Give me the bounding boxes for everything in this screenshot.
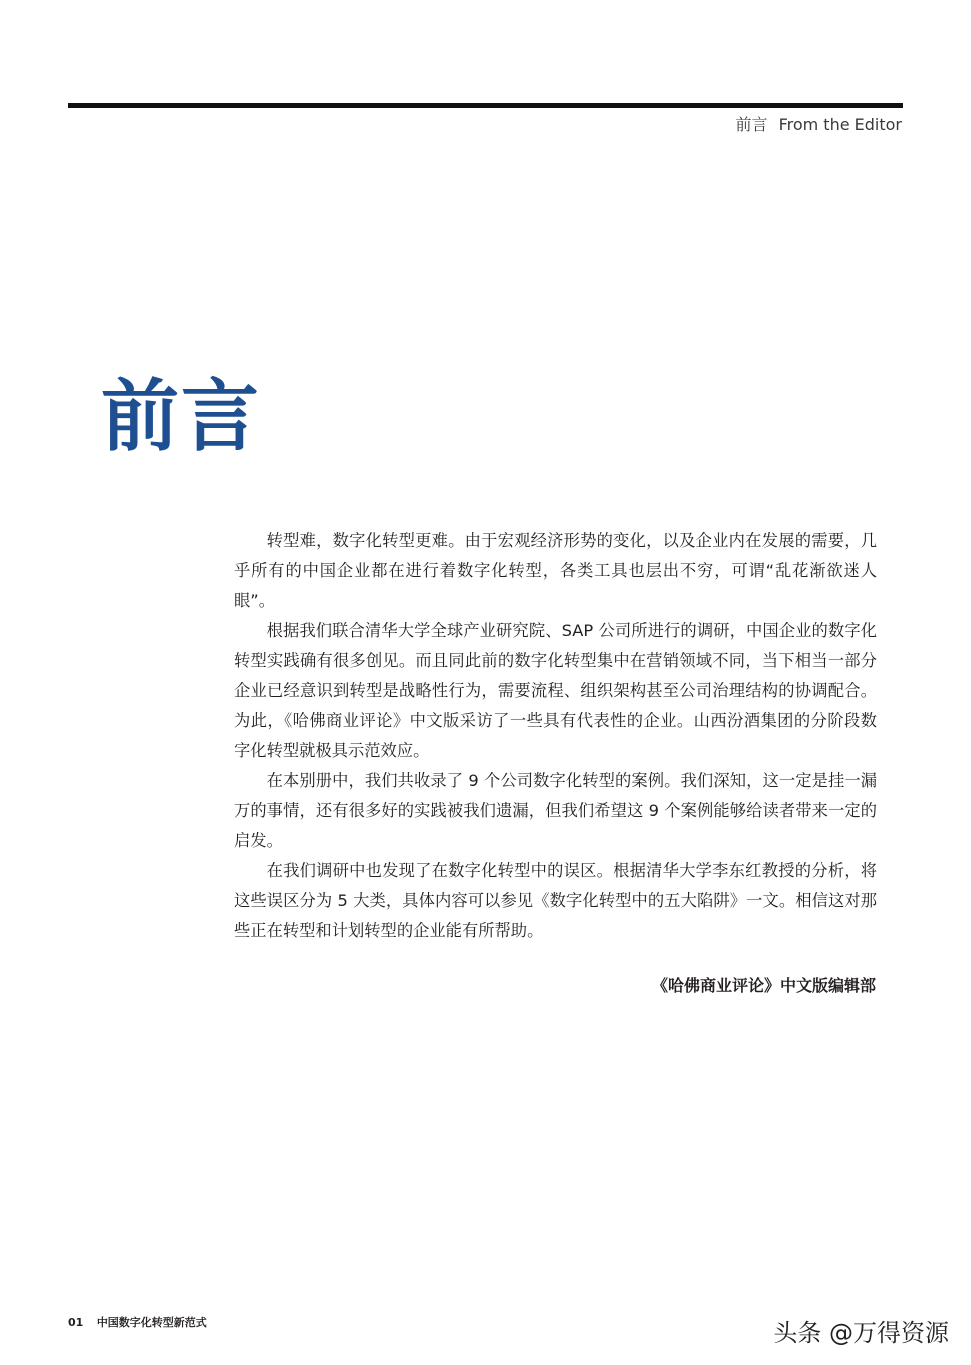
paragraph-2: 根据我们联合清华大学全球产业研究院、SAP 公司所进行的调研，中国企业的数字化转型实践确有很多创见。而且同此前的数字化转型集中在营销领域不同，当下相当一部分企业已经意识到转型是战略性行为，需要流程、组织架构甚至公司治理结构的协调配合。为此，《哈佛商业评论》中文版采访了一些具有代表性的企业。山西汾酒集团的分阶段数字化转型就极具示范效应。	[234, 621, 877, 760]
paragraph-4: 在我们调研中也发现了在数字化转型中的误区。根据清华大学李东红教授的分析，将这些误区分为 5 大类，具体内容可以参见《数字化转型中的五大陷阱》一文。相信这对那些正在转型和计划转型的企业能有所帮助。	[234, 861, 877, 940]
page-title: 前言	[101, 372, 262, 462]
page-number: 01	[68, 1316, 84, 1329]
signature: 《哈佛商业评论》中文版编辑部	[651, 976, 876, 995]
section-label-en: From the Editor	[778, 115, 902, 134]
paragraph-3: 在本别册中，我们共收录了 9 个公司数字化转型的案例。我们深知，这一定是挂一漏万的事情，还有很多好的实践被我们遗漏，但我们希望这 9 个案例能够给读者带来一定的启发。	[234, 771, 877, 850]
header-rule	[68, 103, 903, 108]
body-text	[234, 526, 877, 946]
section-label	[735, 112, 902, 135]
publication-title: 中国数字化转型新范式	[96, 1316, 207, 1329]
section-label-cn: 前言	[735, 115, 768, 134]
page-footer	[68, 1314, 207, 1330]
paragraph-1: 转型难，数字化转型更难。由于宏观经济形势的变化，以及企业内在发展的需要，几乎所有的中国企业都在进行着数字化转型，各类工具也层出不穷，可谓“乱花渐欲迷人眼”。	[234, 531, 877, 610]
watermark: 头条 @万得资源	[773, 1319, 949, 1347]
